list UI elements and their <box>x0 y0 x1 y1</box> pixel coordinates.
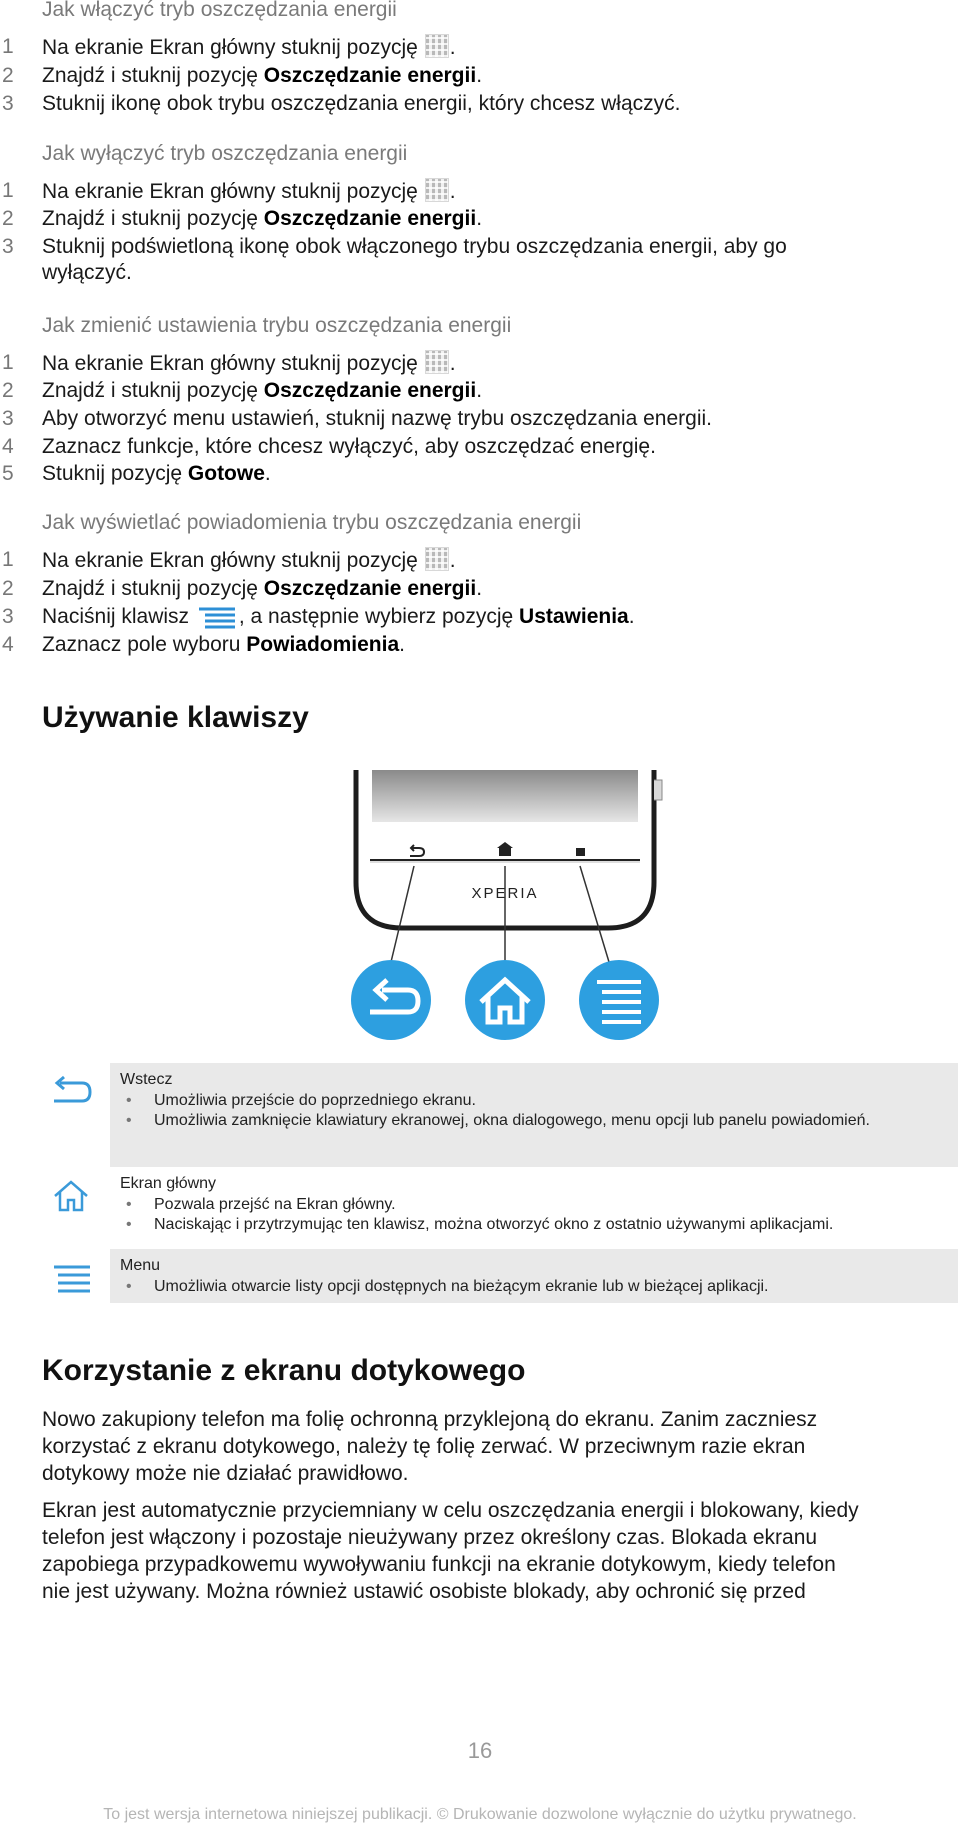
step-number: 2 <box>2 207 14 230</box>
step-text-line1: Stuknij podświetloną ikonę obok włączonego trybu oszczędzania energii, aby go <box>42 235 787 258</box>
step-number: 3 <box>2 605 14 628</box>
menu-icon <box>52 1263 92 1295</box>
step-text-line2: wyłączyć. <box>42 261 132 284</box>
paragraph-line: dotykowy może nie działać prawidłowo. <box>42 1462 409 1485</box>
step-number: 4 <box>2 435 14 458</box>
step-text: Zaznacz funkcje, które chcesz wyłączyć, aby oszczędzać energię. <box>42 435 656 458</box>
step-text: Znajdź i stuknij pozycję <box>42 64 264 87</box>
step-text: Stuknij ikonę obok trybu oszczędzania energii, który chcesz włączyć. <box>42 92 681 115</box>
step-number: 1 <box>2 35 14 58</box>
bullet-item: • Pozwala przejść na Ekran główny. <box>120 1195 948 1215</box>
step-text: Zaznacz pole wyboru <box>42 633 247 656</box>
phone-menu-key-icon <box>576 848 585 856</box>
manual-page: Jak włączyć tryb oszczędzania energii 1 Na ekranie Ekran główny stuknij pozycję . 2 Znajdź i stuknij pozycję Oszczędzanie energii. 3 Stuknij ikonę obok trybu oszczędzania energii, który chcesz włączyć. Jak wyłączyć tryb oszczędzania energii 1 Na ekranie Ekran główny stuknij pozycję . 2 Znajdź i stuknij pozycję Oszczędzanie energii. 3 Stuknij podświetloną ikonę obok włączonego trybu oszczędzania energii, aby go wyłączyć. Jak zmienić ustawienia trybu oszczędzania energii 1 Na ekranie Ekran główny stuknij pozycję . 2 Znajdź i stuknij pozycję Oszczędzanie energii. 3 Aby otworzyć menu ustawień, stuknij nazwę trybu oszczędzania energii. 4 Zaznacz funkcje, które chcesz wyłączyć, aby oszczędzać energię. 5 Stuknij pozycję Gotowe. Jak wyświetlać powiadomienia trybu oszczędzania energii 1 Na ekranie Ekran główny stuknij pozycję . 2 Znajdź i stuknij pozycję Oszczędzanie energii. 3 Naciśnij klawisz , a następnie wybierz pozycję Ustawienia. 4 Zaznacz pole wyboru Powiadomienia. Używanie klawiszy XPERIA Wstecz • Umożliwia przejście do poprzedniego ekranu. • Umożliwia zamknięcie klawiatury ekranowej, okna dialogowego, menu opcji lub panelu powiadomień. Ekran główny • Pozwala przejść na Ekran główny. • Naciskając i przytrzymując ten klawisz, można otworzyć okno z ostatnio używanymi aplikacjami. Menu • Umożliwia otwarcie listy opcji dostępnych na bieżącym ekranie lub w bieżącej aplikacji. Korzystanie z ekranu dotykowego Nowo zakupiony telefon ma folię ochronną przyklejoną do ekranu. Zanim zaczniesz korzystać z ekranu dotykowego, należy tę folię zerwać. W przeciwnym razie ekran dotykowy może nie działać prawidłowo. Ekran jest automatycznie przyciemniany w celu oszczędzania energii i blokowany, kiedy telefon jest włączony i pozostaje nieużywany przez określony czas. Blokada ekranu zapobiega przypadkowemu wywoływaniu funkcji na ekranie dotykowym, kiedy telefon nie jest używany. Można również ustawić osobiste blokady, aby ochronić się przed 16 To jest wersja internetowa niniejszej publikacji. © Drukowanie dozwolone wyłącznie do użytku prywatnego. <box>0 0 960 1828</box>
step-number: 4 <box>2 633 14 656</box>
key-title: Wstecz <box>120 1071 173 1088</box>
keys-table <box>40 1063 958 1317</box>
paragraph-line: zapobiega przypadkowemu wywoływaniu funkcji na ekranie dotykowym, kiedy telefon <box>42 1553 836 1576</box>
key-description-back <box>110 1063 958 1167</box>
keys-heading: Używanie klawiszy <box>42 701 309 734</box>
paragraph-line: korzystać z ekranu dotykowego, należy tę folię zerwać. W przeciwnym razie ekran <box>42 1435 806 1458</box>
step-number: 2 <box>2 577 14 600</box>
step-text: Znajdź i stuknij pozycję <box>42 577 264 600</box>
step-number: 3 <box>2 407 14 430</box>
footer-notice: To jest wersja internetowa niniejszej publikacji. © Drukowanie dozwolone wyłącznie do użytku prywatnego. <box>103 1806 857 1823</box>
phone-screen <box>372 770 638 822</box>
key-icon-cell <box>40 1249 110 1317</box>
step-number: 2 <box>2 64 14 87</box>
key-title: Menu <box>120 1257 161 1274</box>
touch-screen-heading: Korzystanie z ekranu dotykowego <box>42 1354 526 1387</box>
key-description-home <box>110 1167 958 1249</box>
section-title-enable-power-saving: Jak włączyć tryb oszczędzania energii <box>42 0 397 21</box>
touch-paragraph-2 <box>42 1497 932 1605</box>
phone-keys-illustration <box>340 770 670 1080</box>
apps-grid-icon <box>425 547 449 571</box>
phone-brand-label: XPERIA <box>471 885 539 902</box>
key-row-menu <box>40 1249 958 1317</box>
step-number: 1 <box>2 351 14 374</box>
step-bold-term: Oszczędzanie energii <box>263 64 477 87</box>
step-text: Na ekranie Ekran główny stuknij pozycję <box>42 36 424 59</box>
step-number: 5 <box>2 462 14 485</box>
step-text: Stuknij pozycję <box>42 462 188 485</box>
step-bold-term: Ustawienia <box>519 605 629 628</box>
section-title-disable-power-saving: Jak wyłączyć tryb oszczędzania energii <box>42 142 408 165</box>
step-text: Na ekranie Ekran główny stuknij pozycję <box>42 352 424 375</box>
step-bold-term: Oszczędzanie energii <box>263 577 477 600</box>
step-text: Na ekranie Ekran główny stuknij pozycję <box>42 549 424 572</box>
step-number: 3 <box>2 235 14 258</box>
key-title: Ekran główny <box>120 1175 217 1192</box>
apps-grid-icon <box>425 178 449 202</box>
bullet-item: • Umożliwia otwarcie listy opcji dostępnych na bieżącym ekranie lub w bieżącej aplikacji. <box>120 1277 948 1297</box>
key-row-home <box>40 1167 958 1249</box>
bullet-item: • Umożliwia zamknięcie klawiatury ekranowej, okna dialogowego, menu opcji lub panelu powiadomień. <box>120 1111 948 1131</box>
step-text: Na ekranie Ekran główny stuknij pozycję <box>42 180 424 203</box>
paragraph-line: telefon jest włączony i pozostaje nieużywany przez określony czas. Blokada ekranu <box>42 1526 818 1549</box>
page-number: 16 <box>467 1738 493 1763</box>
touch-paragraph-1 <box>42 1406 932 1487</box>
step-bold-term: Powiadomienia <box>246 633 400 656</box>
step-number: 2 <box>2 379 14 402</box>
step-number: 1 <box>2 179 14 202</box>
paragraph-line: nie jest używany. Można również ustawić osobiste blokady, aby ochronić się przed <box>42 1580 806 1603</box>
step-number: 3 <box>2 92 14 115</box>
section-title-change-settings: Jak zmienić ustawienia trybu oszczędzania energii <box>42 314 512 337</box>
home-icon <box>52 1179 90 1213</box>
step-text: Znajdź i stuknij pozycję <box>42 379 264 402</box>
back-icon <box>50 1075 94 1107</box>
key-description-menu <box>110 1249 958 1303</box>
step-text: Znajdź i stuknij pozycję <box>42 207 264 230</box>
bullet-item: • Umożliwia przejście do poprzedniego ekranu. <box>120 1091 948 1111</box>
step-bold-term: Oszczędzanie energii <box>263 379 477 402</box>
step-bold-term: Oszczędzanie energii <box>263 207 477 230</box>
step-text: Aby otworzyć menu ustawień, stuknij nazwę trybu oszczędzania energii. <box>42 407 712 430</box>
key-icon-cell <box>40 1167 110 1249</box>
key-row-back <box>40 1063 958 1167</box>
step-text: Naciśnij klawisz <box>42 605 195 628</box>
key-icon-cell <box>40 1063 110 1167</box>
step-bold-term: Gotowe <box>187 462 265 485</box>
home-circle-icon <box>465 960 545 1040</box>
step-number: 1 <box>2 548 14 571</box>
apps-grid-icon <box>425 350 449 374</box>
paragraph-line: Nowo zakupiony telefon ma folię ochronną przyklejoną do ekranu. Zanim zaczniesz <box>42 1408 818 1431</box>
section-title-notifications: Jak wyświetlać powiadomienia trybu oszczędzania energii <box>42 511 582 534</box>
menu-icon <box>197 605 237 631</box>
paragraph-line: Ekran jest automatycznie przyciemniany w celu oszczędzania energii i blokowany, kiedy <box>42 1499 859 1522</box>
bullet-item: • Naciskając i przytrzymując ten klawisz, można otworzyć okno z ostatnio używanymi aplikacjami. <box>120 1215 948 1235</box>
back-circle-icon <box>351 960 431 1040</box>
apps-grid-icon <box>425 34 449 58</box>
menu-circle-icon <box>579 960 659 1040</box>
